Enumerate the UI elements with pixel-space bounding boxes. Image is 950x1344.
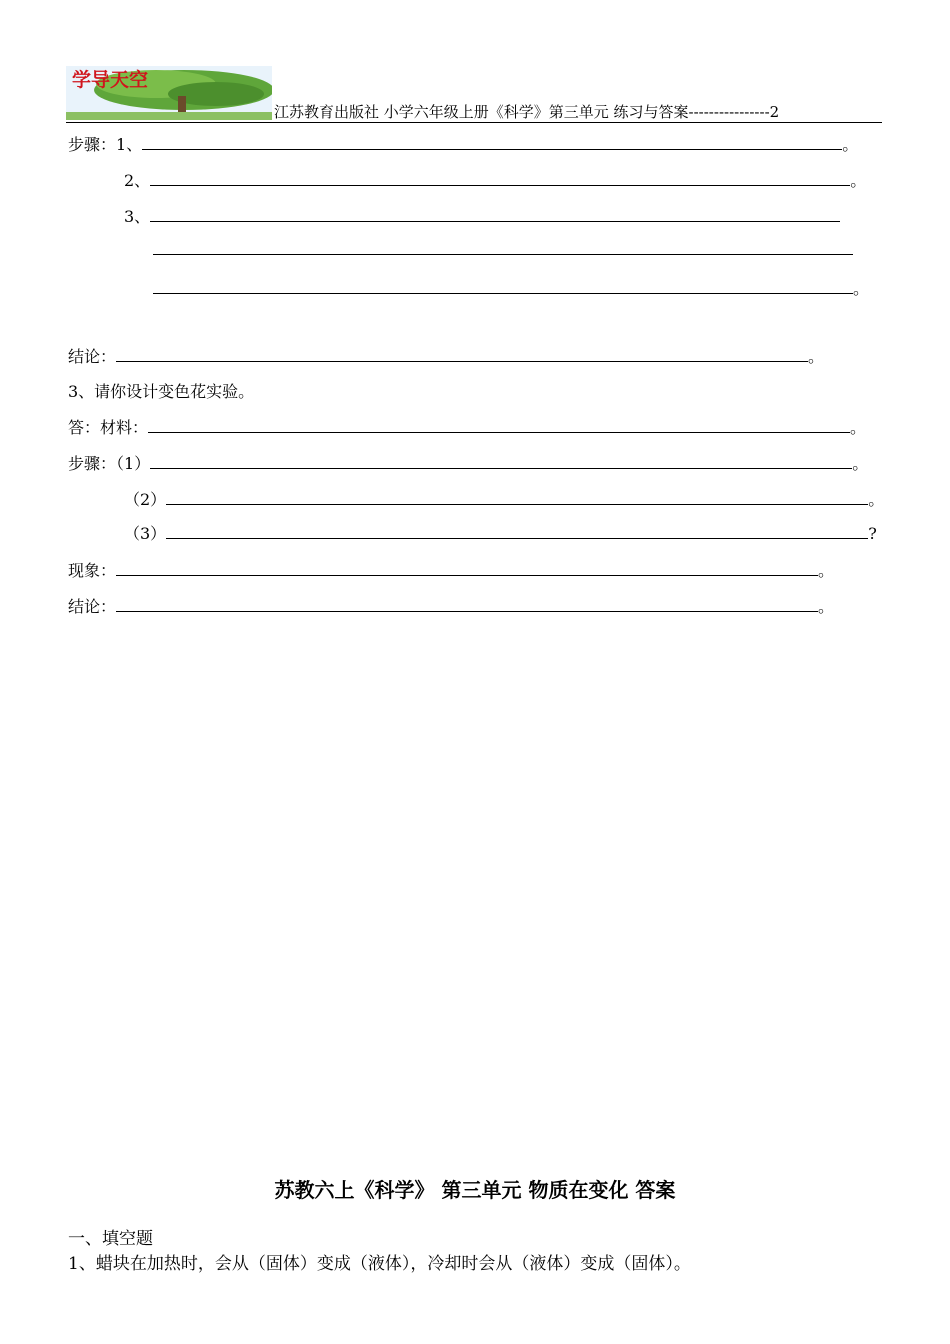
conclusion-label: 结论： [68, 347, 117, 366]
logo-text: 学导天空 [72, 69, 149, 91]
q3-step-3-line [124, 521, 877, 544]
steps-label: 步骤： [68, 454, 117, 473]
answer-blank [150, 175, 850, 186]
answers-title: 苏教六上《科学》 第三单元 物质在变化 答案 [274, 1178, 676, 1202]
text-fragment: 。 [850, 171, 867, 190]
question-3: 3、请你设计变色花实验。 [68, 382, 255, 401]
answer-blank [166, 494, 868, 505]
step-number: 3、 [124, 207, 151, 226]
section-heading: 一、填空题 [68, 1229, 153, 1249]
answer-blank [116, 565, 818, 576]
steps-line-3-end [153, 276, 869, 299]
steps-line-2 [124, 168, 866, 191]
answer-blank [148, 422, 850, 433]
materials-line [68, 415, 866, 438]
materials-label: 答：材料： [68, 418, 149, 437]
answer-blank [116, 601, 818, 612]
steps-line-3-continued [153, 240, 853, 259]
text-fragment: 。 [818, 597, 835, 616]
steps-line-3 [124, 204, 840, 227]
answer-blank [153, 283, 853, 294]
step-number: 2、 [124, 171, 151, 190]
answer-blank [142, 139, 842, 150]
text-fragment: 。 [850, 418, 867, 437]
steps-line-1 [68, 132, 858, 155]
q3-conclusion-line [68, 594, 834, 617]
text-fragment: 。 [818, 561, 835, 580]
q3-step-1-line [68, 451, 868, 474]
step-number: （3） [124, 524, 167, 543]
text-fragment: 。 [808, 347, 825, 366]
step-number: （2） [124, 490, 167, 509]
phenomenon-label: 现象： [68, 561, 117, 580]
text-fragment: 。 [868, 490, 885, 509]
q3-step-2-line [124, 487, 884, 510]
phenomenon-line [68, 558, 834, 581]
step-number: （1） [116, 454, 151, 473]
answer-item-1: 1、蜡块在加热时，会从（固体）变成（液体），冷却时会从（液体）变成（固体）。 [68, 1254, 691, 1274]
answer-blank [166, 528, 868, 539]
answer-blank [150, 211, 840, 222]
text-fragment [66, 66, 272, 120]
header-text: 江苏教育出版社 小学六年级上册《科学》第三单元 练习与答案----------------2 [274, 103, 780, 121]
text-fragment: ? [868, 524, 877, 543]
logo-tree-image [66, 66, 272, 120]
answer-blank [153, 244, 853, 255]
text-fragment: 。 [853, 279, 870, 298]
answer-blank [116, 351, 808, 362]
header-divider [66, 122, 882, 123]
text-fragment: 。 [852, 454, 869, 473]
answer-blank [150, 458, 852, 469]
conclusion-label: 结论： [68, 597, 117, 616]
steps-label: 步骤： [68, 135, 117, 154]
conclusion-line [68, 344, 824, 367]
text-fragment: 。 [842, 135, 859, 154]
step-number: 1、 [116, 135, 143, 154]
